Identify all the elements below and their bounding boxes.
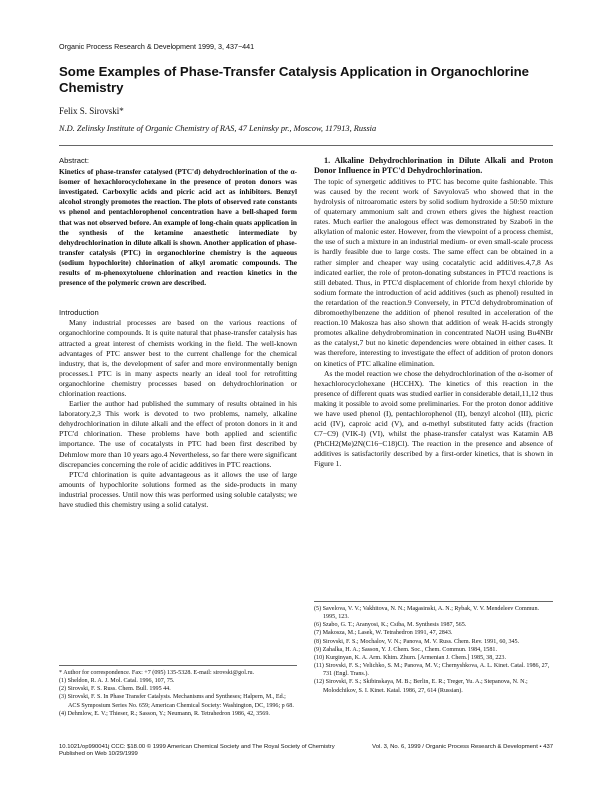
header-divider — [59, 145, 553, 146]
reference-item: (11) Sirovski, F. S.; Velichko, S. M.; Panova, M. V.; Chernyshkova, A. L. Kinet. Catal. 1986, 27, 731 (Engl. Trans.). — [314, 663, 550, 678]
reference-item: (1) Sheldon, R. A. J. Mol. Catal. 1996, 107, 75. — [59, 678, 175, 685]
reference-item: (6) Szabo, G. T.; Aranyosi, K.; Csiba, M. Synthesis 1987, 565. — [314, 622, 467, 629]
journal-citation: Organic Process Research & Development 1999, 3, 437−441 — [59, 42, 255, 51]
reference-item: (4) Dehmlow, E. V.; Thieser, R.; Sasson, Y.; Neumann, R. Tetrahedron 1986, 42, 3569. — [59, 710, 270, 717]
footer-doi-copyright: 10.1021/op990041j CCC: $18.00 © 1999 American Chemical Society and The Royal Society of Chemistry — [59, 744, 335, 750]
reference-item: (10) Kurginyan, K. A. Arm. Khim. Zhurn. [Armenian J. Chem.] 1985, 38, 223. — [314, 654, 506, 661]
article-title: Some Examples of Phase-Transfer Catalysis Application in Organochlorine Chemistry — [59, 64, 529, 95]
section-1-paragraph: As the model reaction we chose the dehydrochlorination of the α-isomer of hexachlorocyclohexane (HCCHX). The kinetics of this reaction in the presence of different quats was studied earlier in considerable detail,11,12 thus making it possible to avoid some preliminaries. For the proton donor additive we have used phenol (I), pentachlorophenol (II), benzyl alcohol (III), picric acid (IV), caproic acid (V), and α-methyl substituted fatty acids (fraction C7−C9) (VIK-I) (VI), whilst the phase-transfer catalyst was Katamin AB (PhCH2(Me)2N(C16−C18)Cl). The reaction in the presence and absence of additives is satisfactorily described by a first-order kinetics, that is shown in Figure 1. — [314, 368, 553, 469]
intro-paragraph: Many industrial processes are based on the various reactions of organochlorine compounds. It is quite natural that phase-transfer catalysis has attracted a great interest of chemists working in the field. The well-known advantages of PTC answer best to the current challenge for the chemical industry, that is, the development of safer and more environmentally benign processes.1 PTC is in many aspects nearly an ideal tool for retrofitting organochlorine chemistry processes based on dehydrochlorination or chlorination reactions. — [59, 318, 297, 398]
correspondence-footnote: * Author for correspondence. Fax: +7 (095) 135-5328. E-mail: sirovski@gol.ru. — [59, 670, 255, 676]
reference-item: (12) Sirovski, F. S.; Skibinskaya, M. B.; Berlin, E. R.; Treger, Yu. A.; Stepanova, N. N.; Molodchikov, S. I. Kinet. Katal. 1986, 27, 614 (Russian). — [314, 679, 528, 694]
section-1-heading: 1. Alkaline Dehydrochlorination in Dilute Alkali and Proton Donor Influence in PTC'd Dehydrochlorination. — [314, 156, 553, 176]
footer-publication-date: Published on Web 10/29/1999 — [59, 751, 138, 758]
reference-item: (8) Sirovski, F. S.; Mochalov, V. N.; Panova, M. V. Russ. Chem. Rev. 1991, 60, 345. — [314, 638, 520, 645]
footer-left — [59, 744, 335, 759]
reference-item: (5) Savelova, V. V.; Vakhitova, N. N.; Magasinski, A. N.; Rybak, V. V. Mendeleev Commun. 1995, 123. — [314, 606, 540, 621]
reference-item: (3) Sirovski, F. S. In Phase Transfer Catalysis. Mechanisms and Syntheses; Halpern, M., Ed.; ACS Symposium Series No. 659; American Chemical Society: Washington, DC, 1996; p 68. — [59, 694, 294, 709]
abstract-heading: Abstract: — [59, 156, 89, 165]
right-references — [314, 601, 553, 695]
intro-paragraph: PTC'd chlorination is quite advantageous as it allows the use of large amounts of hypochlorite solutions formed as the side-products in many industrial processes. Until now this was performed using soluble catalysts; we have studied this chemistry using a solid catalyst. — [59, 469, 297, 509]
left-column — [59, 156, 297, 510]
footer-volume-page: Vol. 3, No. 6, 1999 / Organic Process Research & Development • 437 — [372, 744, 553, 750]
abstract-text: Kinetics of phase-transfer catalysed (PTC'd) dehydrochlorination of the α-isomer of hexachlorocyclohexane in the presence of proton donors was investigated. Carboxylic acids and picric acid act as inhibitors. Benzyl alcohol strongly promotes the reaction. The plots of observed rate constants vs phenol and pentachlorophenol concentration have a bell-shaped form that was not observed before. An example of long-chain quats application in the synthesis of the ketamine anaesthetic intermediate by dehydrochlorination in dilute alkali is shown. Another application of phase-transfer catalysis (PTC) in organochlorine chemistry is the aqueous (sodium hypochlorite) chlorination of alkyl aromatic compounds. The results of m-phenoxytoluene chlorination and reaction kinetics in the presence of the polymeric crown are described. — [59, 167, 297, 288]
author-name: Felix S. Sirovski* — [59, 106, 124, 116]
right-column — [314, 156, 553, 470]
author-affiliation: N.D. Zelinsky Institute of Organic Chemistry of RAS, 47 Leninsky pr., Moscow, 117913, Russia — [59, 124, 377, 133]
reference-item: (9) Zahalka, H. A.; Sasson, Y. J. Chem. Soc., Chem. Commun. 1984, 1581. — [314, 646, 497, 653]
left-footnotes — [59, 665, 297, 718]
intro-paragraph: Earlier the author had published the summary of results obtained in his laboratory.2,3 This work is devoted to two problems, namely, alkaline dehydrochlorination in dilute alkali and the effect of proton donors in it and PTC'd chlorination. These problems have both applied and scientific importance. The use of cocatalysts in PTC had been first described by Dehmlow more than 10 years ago.4 Nevertheless, so far there were significant discrepancies concerning the role of acidic additives in PTC reactions. — [59, 399, 297, 469]
reference-item: (7) Makosza, M.; Lasek, W. Tetrahedron 1991, 47, 2843. — [314, 630, 453, 637]
reference-item: (2) Sirovski, F. S. Russ. Chem. Bull. 1995 44. — [59, 686, 171, 693]
introduction-heading: Introduction — [59, 308, 99, 318]
section-1-paragraph: The topic of synergetic additives to PTC has become quite fashionable. This was caused by the recent work of Savyolova5 who showed that in the hydrolysis of nitroaromatic esters by solid sodium hydroxide a 50:50 mixture of quaternary ammonium salt and crown ethers gives the highest reaction rates. Much earlier the analogous effect was demonstrated by Szabo6 in the alkylation of malonic ester. However, from the viewpoint of a process chemist, the use of such a mixture in an industrial medium- or even small-scale process is hardly feasible due to large costs. The same effect can be obtained in a rather simpler and cheaper way using cocatalytic acid additives.4,7,8 As indicated earlier, the role of proton-donating substances in PTC'd reactions is still debated. Thus, in PTC'd displacement of chloride from hexyl chloride by sodium formate the introduction of acid additives (such as phenol) resulted in the retardation of the reaction.9 Conversely, in PTC'd dehydrobromination of dibromoethylbenzene the addition of phenol resulted in acceleration of the reaction.10 Makosza has also shown that addition of weak H-acids strongly promotes alkaline dehydrobromination in concentrated NaOH using Bu4NBr as the catalyst,7 but no kinetic dependencies were obtained in either cases. It was therefore, interesting to investigate the effect of addition of proton donors on kinetics of PTC alkaline elimination. — [314, 176, 553, 368]
